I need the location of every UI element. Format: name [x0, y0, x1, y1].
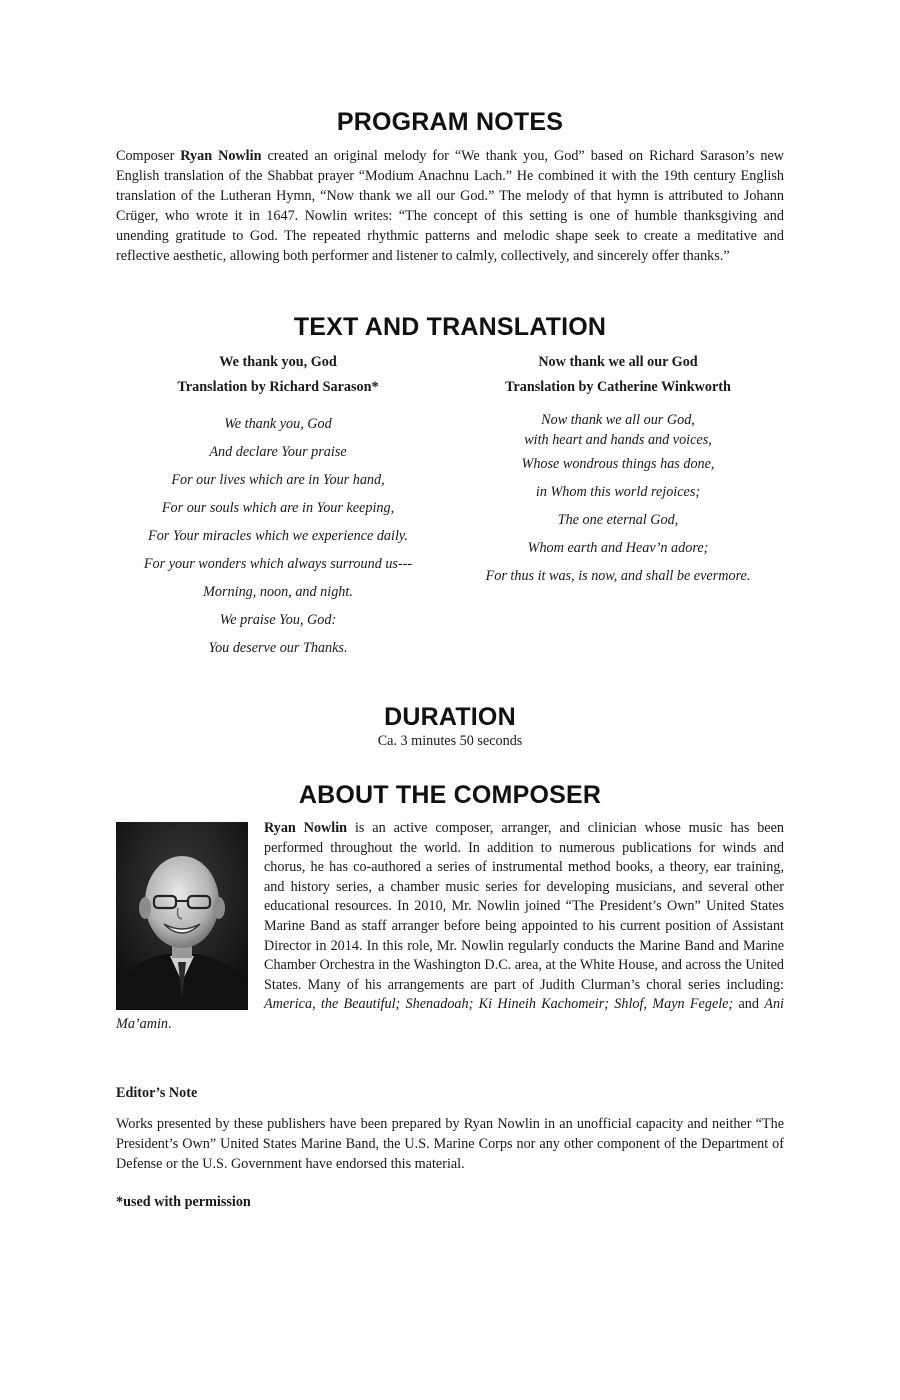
- text-line: And declare Your praise: [209, 444, 347, 460]
- bio-end: .: [168, 1015, 172, 1032]
- text-line: Whose wondrous things has done,: [521, 456, 715, 472]
- text-line: We praise You, God:: [219, 612, 337, 628]
- text-line: Now thank we all our God,: [541, 412, 695, 428]
- bio-last-work: Ani Ma’amin: [116, 996, 784, 1032]
- left-column-title: We thank you, God: [219, 354, 337, 370]
- text-translation-heading: TEXT AND TRANSLATION: [293, 313, 607, 341]
- text-line: For our souls which are in Your keeping,: [161, 500, 395, 516]
- right-column-subtitle: Translation by Catherine Winkworth: [505, 379, 731, 395]
- right-column-title: Now thank we all our God: [538, 354, 698, 370]
- composer-bio: [116, 819, 784, 1035]
- text-line: For thus it was, is now, and shall be evermore.: [485, 568, 751, 584]
- text-line: We thank you, God: [224, 416, 332, 432]
- text-line: You deserve our Thanks.: [208, 640, 348, 656]
- composer-name: Ryan Nowlin: [180, 148, 262, 164]
- left-column-subtitle: Translation by Richard Sarason*: [177, 379, 379, 395]
- text-line: For our lives which are in Your hand,: [171, 472, 385, 488]
- photo-spacer: [116, 819, 264, 1013]
- text-line: with heart and hands and voices,: [524, 432, 712, 448]
- text-column-right: [452, 350, 784, 590]
- text-line: The one eternal God,: [557, 512, 679, 528]
- right-column-lines: [452, 410, 784, 590]
- program-notes-rest: created an original melody for “We thank you, God” based on Richard Sarason’s new English translation of the Shabbat prayer “Modium Anachnu Lach.” He combined it with the 19th century English translation of the Lutheran Hymn, “Now thank we all our God.” The melody of that hymn is attributed to Johann Crüger, who wrote it in 1647. Nowlin writes: “The concept of this setting is one of humble thanksgiving and unending gratitude to God. The repeated rhythmic patterns and melodic shape seek to create a meditative and reflective aesthetic, allowing both performer and listener to calmly, collectively, and sincerely offer thanks.”: [116, 148, 784, 264]
- duration-heading: DURATION: [384, 703, 516, 731]
- program-notes-start: Composer: [116, 148, 181, 164]
- bio-main-text: is an active composer, arranger, and clinician whose music has been performed throughout the world. In addition to numerous publications for winds and chorus, he has co-authored a series of instrumental method books, a theory, ear training, and history series, a chamber music series for developing musicians, and several other educational resources. In 2010, Mr. Nowlin joined “The President’s Own” United States Marine Band as staff arranger before being appointed to his current position of Assistant Director in 2014. In this role, Mr. Nowlin regularly conducts the Marine Band and Marine Chamber Orchestra in the Washington D.C. area, at the White House, and across the United States. Many of his arrangements are part of Judith Clurman’s choral series including:: [264, 820, 784, 993]
- text-column-left: [108, 350, 448, 662]
- text-line: in Whom this world rejoices;: [535, 484, 701, 500]
- text-line: For Your miracles which we experience daily.: [148, 528, 408, 544]
- about-composer-heading: ABOUT THE COMPOSER: [298, 781, 602, 809]
- program-notes-paragraph: [116, 146, 784, 266]
- editor-note-text: Works presented by these publishers have been prepared by Ryan Nowlin in an unofficial capacity and neither “The President’s Own” United States Marine Band, the U.S. Marine Corps nor any other component of the Department of Defense or the U.S. Government have endorsed this material.: [116, 1116, 784, 1172]
- bio-works: America, the Beautiful; Shenadoah; Ki Hineih Kachomeir; Shlof, Mayn Fegele;: [264, 996, 734, 1013]
- left-column-lines: [108, 410, 448, 662]
- editor-note-heading: Editor’s Note: [116, 1085, 198, 1101]
- text-line: For your wonders which always surround us---: [143, 556, 413, 572]
- program-notes-heading: PROGRAM NOTES: [336, 108, 564, 136]
- permission-footnote: *used with permission: [116, 1194, 251, 1210]
- text-line: Whom earth and Heav’n adore;: [527, 540, 709, 556]
- bio-and: and: [733, 996, 765, 1013]
- text-line: Morning, noon, and night.: [203, 584, 353, 600]
- bio-composer-name: Ryan Nowlin: [264, 820, 348, 836]
- duration-text: Ca. 3 minutes 50 seconds: [377, 733, 523, 749]
